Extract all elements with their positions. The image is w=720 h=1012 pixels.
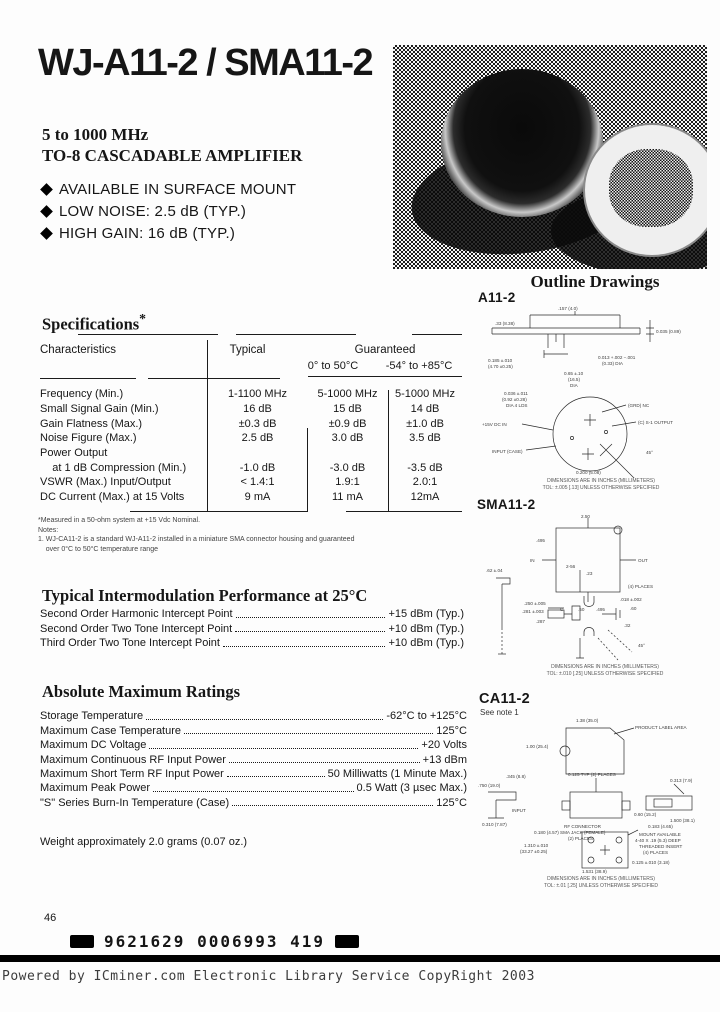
a112-side-view	[492, 306, 681, 358]
spec-table-row	[40, 446, 462, 461]
a112-dim-text: (4.70 ±0.25)	[488, 364, 513, 369]
spec-guaranteed-54-85: -3.5 dB	[407, 461, 443, 474]
spec-footnotes	[38, 516, 468, 554]
ca112-callout-text: 4-40 X .19 (5.3) DEEP	[635, 838, 681, 843]
spec-typical-value: 9 mA	[244, 491, 271, 504]
spec-table-row	[40, 402, 462, 417]
leader-dots	[232, 805, 433, 806]
a112-dim-text: 0.036 ±.011	[504, 391, 528, 396]
ca112-dim-text: 1.531 (38.9)	[582, 869, 607, 874]
absmax-value: +20 Volts	[421, 739, 467, 752]
spec-characteristic: VSWR (Max.) Input/Output	[40, 476, 171, 489]
absmax-value: -62°C to +125°C	[386, 710, 467, 723]
subtitle-line1: 5 to 1000 MHz	[42, 125, 149, 144]
leader-dots	[184, 733, 433, 734]
ca112-caption	[496, 876, 706, 889]
a112-caption	[496, 478, 706, 491]
barcode-digits: 9621629 0006993 419	[104, 932, 326, 951]
sma112-dim-text: .250 ±.005	[524, 601, 546, 606]
table-rule	[148, 378, 280, 379]
col-header-range1: 0° to 50°C	[307, 360, 359, 372]
specifications-table	[40, 332, 462, 516]
a112-dim-text: (0.33) DIA	[602, 361, 623, 366]
ca112-side-views	[478, 772, 695, 841]
spec-characteristic: Small Signal Gain (Min.)	[40, 403, 159, 416]
sma112-dim-text: .32	[624, 623, 631, 628]
a112-dim-text: .33 (8.38)	[495, 321, 515, 326]
intermod-label: Second Order Two Tone Intercept Point	[40, 622, 233, 635]
sma112-dim-text: .23	[586, 571, 593, 576]
spec-typical-value: < 1.4:1	[240, 476, 275, 489]
spec-characteristic: Frequency (Min.)	[40, 388, 124, 401]
ca112-dim-text: 0.125 TYP (2) PLACES	[568, 772, 616, 777]
absmax-value: 0.5 Watt (3 µsec Max.)	[356, 782, 467, 795]
spec-guaranteed-0-50: 1.9:1	[335, 476, 360, 489]
sma112-dim-text: .287	[536, 619, 545, 624]
ca112-dim-text: .750 (19.0)	[478, 783, 501, 788]
absmax-label: Maximum DC Voltage	[40, 739, 147, 752]
spec-footnote: *Measured in a 50-ohm system at +15 Vdc Nominal.	[38, 517, 201, 524]
feature-bullet-label: AVAILABLE IN SURFACE MOUNT	[59, 180, 297, 198]
sma112-caption	[500, 664, 710, 677]
spec-table-row	[40, 475, 462, 490]
spec-characteristic: Gain Flatness (Max.)	[40, 417, 143, 430]
sma112-dim-text: 2-56	[566, 564, 576, 569]
sma112-dim-text: (4) PLACES	[628, 584, 654, 589]
to8-can-pins-area	[609, 149, 693, 227]
sma112-dim-text: .495	[536, 538, 545, 543]
absmax-row	[40, 766, 467, 780]
specifications-heading-text: Specifications	[42, 314, 140, 334]
page-title: WJ-A11-2 / SMA11-2	[38, 42, 373, 84]
ca112-callout-text: MOUNT AVAILABLE	[639, 832, 681, 837]
table-rule	[40, 378, 136, 379]
a112-dim-annotations	[488, 355, 636, 408]
spec-guaranteed-54-85: ±1.0 dB	[406, 417, 444, 430]
spec-guaranteed-0-50: 5-1000 MHz	[317, 388, 378, 401]
col-header-characteristics: Characteristics	[40, 344, 117, 356]
a112-dim-text: (0.92 ±0.28)	[502, 397, 527, 402]
ca112-caption-line1: DIMENSIONS ARE IN INCHES (MILLIMETERS)	[547, 876, 655, 882]
ca112-dim-text: 0.180 (4.57)	[534, 830, 559, 835]
absmax-heading: Absolute Maximum Ratings	[42, 682, 241, 701]
a112-pin-callout: (GRD) NC	[628, 403, 650, 408]
leader-dots	[149, 748, 418, 749]
ca112-caption-line2: TOL: ±.01 [.25] UNLESS OTHERWISE SPECIFIED	[544, 882, 658, 889]
spec-characteristic: at 1 dB Compression (Min.)	[40, 461, 187, 474]
ca112-dim-text: 0.125 ±.010 (3.18)	[632, 860, 670, 865]
ca112-drawing-label: CA11-2	[479, 691, 530, 707]
spec-table-body	[40, 387, 462, 505]
weight-note: Weight approximately 2.0 grams (0.07 oz.)	[40, 836, 248, 848]
absmax-row	[40, 794, 467, 808]
spec-guaranteed-0-50: ±0.9 dB	[328, 417, 367, 430]
sma112-dim-text: .281 ±.003	[522, 609, 544, 614]
spec-guaranteed-54-85: 14 dB	[410, 403, 440, 416]
intermod-row	[40, 606, 464, 620]
a112-dim-text: .157 (4.0)	[558, 306, 578, 311]
spec-typical-value: -1.0 dB	[239, 461, 276, 474]
ca112-dim-text: 0.60 (15.2)	[634, 812, 657, 817]
sma112-drawing-label: SMA11-2	[477, 497, 536, 512]
a112-dim-text: 45°	[646, 450, 653, 455]
a112-dim-text: 0.185 ±.010	[488, 358, 513, 363]
sma112-dim-text: .495	[596, 607, 605, 612]
sma112-caption-line1: DIMENSIONS ARE IN INCHES (MILLIMETERS)	[551, 664, 659, 670]
outline-drawings-heading: Outline Drawings	[530, 272, 660, 291]
col-header-range2: -54° to +85°C	[385, 360, 453, 372]
sma112-dim-text: 2.50	[581, 514, 590, 519]
table-rule	[78, 334, 218, 335]
spec-guaranteed-0-50: -3.0 dB	[329, 461, 366, 474]
ca112-dim-text: .345 (8.8)	[506, 774, 526, 779]
a112-bottom-view	[482, 397, 673, 478]
spec-table-row	[40, 416, 462, 431]
sma112-dim-text: C	[560, 607, 564, 612]
sma112-dim-text: 45°	[638, 643, 645, 648]
leader-dots	[229, 762, 420, 763]
spec-guaranteed-0-50: 11 mA	[332, 491, 363, 504]
ca112-top-view	[526, 718, 688, 774]
a112-dim-text: DIA 4 LDS	[506, 403, 528, 408]
a112-pin-callout: (C) S-1 OUTPUT	[638, 420, 673, 425]
absmax-label: Maximum Continuous RF Input Power	[40, 753, 226, 766]
sma112-dim-text: .62 ±.04	[486, 568, 503, 573]
ca112-dim-text: 1.310 ±.010	[524, 843, 549, 848]
spec-table-row	[40, 387, 462, 402]
absmax-value: 50 Milliwatts (1 Minute Max.)	[327, 767, 467, 780]
intermod-heading: Typical Intermodulation Performance at 25°C	[42, 586, 368, 605]
spec-characteristic: Noise Figure (Max.)	[40, 432, 137, 445]
spec-guaranteed-0-50: 15 dB	[333, 403, 362, 416]
a112-dim-text: 0.013 +.002 −.001	[598, 355, 636, 360]
leader-dots	[236, 617, 386, 618]
spec-table-row	[40, 460, 462, 475]
spec-typical-value: 2.5 dB	[241, 432, 274, 445]
absmax-label: Maximum Case Temperature	[40, 724, 182, 737]
ca112-outline-drawing	[478, 714, 712, 874]
barcode-start-mark-icon	[70, 935, 94, 948]
product-subtitle	[42, 124, 302, 166]
intermod-value: +10 dBm (Typ.)	[388, 637, 464, 650]
to8-can-dark	[441, 69, 603, 217]
absmax-row	[40, 722, 467, 736]
table-rule	[130, 511, 308, 512]
a112-pin-callout: INPUT (CASE)	[492, 449, 523, 454]
a112-caption-line1: DIMENSIONS ARE IN INCHES (MILLIMETERS)	[547, 478, 655, 484]
a112-dim-text: DIA	[570, 383, 578, 388]
sma112-dim-text: .50	[578, 607, 585, 612]
spec-guaranteed-54-85: 3.5 dB	[409, 432, 441, 445]
col-header-typical: Typical	[229, 344, 266, 356]
intermod-row	[40, 620, 464, 634]
spec-characteristic: Power Output	[40, 447, 108, 460]
absmax-label: "S" Series Burn-In Temperature (Case)	[40, 796, 230, 809]
absmax-value: 125°C	[436, 796, 467, 809]
leader-dots	[223, 646, 386, 647]
absmax-row	[40, 780, 467, 794]
spec-guaranteed-54-85: 5-1000 MHz	[395, 388, 455, 401]
feature-bullet-row	[42, 178, 296, 200]
sma112-port-label: OUT	[638, 558, 648, 563]
spec-table-row	[40, 431, 462, 446]
spec-characteristic: DC Current (Max.) at 15 Volts	[40, 491, 185, 504]
a112-outline-drawing	[480, 302, 710, 478]
a112-dim-text: 0.65 ±.10	[564, 371, 584, 376]
sma112-dim-text: .018 ±.002	[620, 597, 642, 602]
ca112-see-note: See note 1	[480, 708, 519, 717]
sma112-port-label: IN	[530, 558, 535, 563]
specifications-heading	[42, 311, 146, 335]
spec-typical-value: ±0.3 dB	[238, 417, 277, 430]
intermod-value: +15 dBm (Typ.)	[388, 608, 464, 621]
intermod-label: Second Order Harmonic Intercept Point	[40, 608, 233, 621]
ca112-dim-text: 1.500 (38.1)	[670, 818, 695, 823]
ca112-callout-text: (4) PLACES	[643, 850, 669, 855]
ca112-callout-text: (2) PLACES	[568, 836, 594, 841]
absmax-label: Maximum Peak Power	[40, 782, 151, 795]
footer-divider-bar	[0, 955, 720, 962]
leader-dots	[153, 791, 353, 792]
ca112-dim-text: 0.183 (4.65)	[648, 824, 673, 829]
a112-caption-line2: TOL: ±.005 [.13] UNLESS OTHERWISE SPECIFIED	[542, 484, 660, 491]
leader-dots	[235, 631, 385, 632]
spec-guaranteed-54-85: 12mA	[410, 491, 440, 504]
barcode-end-mark-icon	[335, 935, 359, 948]
spec-note1-line1: 1. WJ-CA11-2 is a standard WJ-A11-2 installed in a miniature SMA connector housing and guaranteed	[38, 536, 355, 543]
spec-guaranteed-54-85: 2.0:1	[412, 476, 438, 489]
diamond-bullet-icon	[40, 183, 53, 196]
absmax-list	[40, 708, 467, 809]
specifications-footnote-marker: *	[139, 311, 147, 326]
ca112-dim-text: (33.27 ±0.25)	[520, 849, 548, 854]
spec-typical-value: 16 dB	[243, 403, 272, 416]
diamond-bullet-icon	[40, 227, 53, 240]
absmax-row	[40, 708, 467, 722]
sma112-outline-drawing	[480, 512, 710, 664]
sma112-connector-view	[486, 564, 653, 660]
feature-bullets	[42, 178, 296, 244]
absmax-label: Maximum Short Term RF Input Power	[40, 767, 224, 780]
a112-dim-text: 0.200 (5.08)	[576, 470, 601, 475]
subtitle-line2: TO-8 CASCADABLE AMPLIFIER	[42, 146, 303, 165]
spec-guaranteed-0-50: 3.0 dB	[331, 432, 364, 445]
spec-table-row	[40, 490, 462, 505]
diamond-bullet-icon	[40, 205, 53, 218]
sma112-dim-text: .60	[630, 606, 637, 611]
spec-note1-line2: over 0°C to 50°C temperature range	[38, 545, 158, 553]
absmax-value: 125°C	[436, 724, 467, 737]
ca112-callout-text: THREADED INSERT	[639, 844, 683, 849]
ca112-dim-text: 1.38 (35.0)	[576, 718, 599, 723]
spec-typical-value: 1-1100 MHz	[227, 388, 288, 401]
absmax-row	[40, 751, 467, 765]
spec-notes-label: Notes:	[38, 526, 59, 534]
feature-bullet-row	[42, 200, 296, 222]
ca112-callout-text: RF CONNECTOR	[564, 824, 601, 829]
page-number: 46	[44, 912, 57, 924]
leader-dots	[227, 776, 325, 777]
ca112-callout-text: SMA JACK (FEMALE)	[560, 830, 606, 835]
table-rule	[236, 334, 356, 335]
feature-bullet-label: HIGH GAIN: 16 dB (TYP.)	[59, 224, 236, 242]
ca112-callout-text: PRODUCT LABEL AREA	[635, 725, 687, 730]
intermod-value: +10 dBm (Typ.)	[388, 622, 464, 635]
intermod-list	[40, 606, 464, 649]
intermod-row	[40, 635, 464, 649]
absmax-label: Storage Temperature	[40, 710, 144, 723]
a112-drawing-label: A11-2	[478, 290, 516, 305]
intermod-label: Third Order Two Tone Intercept Point	[40, 637, 220, 650]
footer-credit: Powered by ICminer.com Electronic Library Service CopyRight 2003	[2, 969, 535, 984]
a112-dim-text: (16.5)	[568, 377, 581, 382]
ca112-dim-text: 0.313 (7.9)	[670, 778, 693, 783]
feature-bullet-label: LOW NOISE: 2.5 dB (TYP.)	[59, 202, 247, 220]
ca112-bottom-view	[520, 830, 683, 874]
table-rule	[308, 376, 462, 377]
a112-pin-callout: +15V DC IN	[482, 422, 507, 427]
table-rule	[346, 511, 462, 512]
leader-dots	[146, 719, 383, 720]
feature-bullet-row	[42, 222, 296, 244]
barcode	[70, 932, 359, 951]
table-rule	[412, 334, 462, 335]
absmax-value: +13 dBm	[422, 753, 467, 766]
a112-dim-text: 0.035 (0.89)	[656, 329, 681, 334]
col-header-guaranteed: Guaranteed	[354, 344, 416, 356]
ca112-port-label: INPUT	[512, 808, 526, 813]
sma112-caption-line2: TOL: ±.010 [.25] UNLESS OTHERWISE SPECIFIED	[546, 670, 664, 677]
ca112-dim-text: 1.00 (25.4)	[526, 744, 549, 749]
absmax-row	[40, 737, 467, 751]
ca112-dim-text: 0.310 (7.87)	[482, 822, 507, 827]
